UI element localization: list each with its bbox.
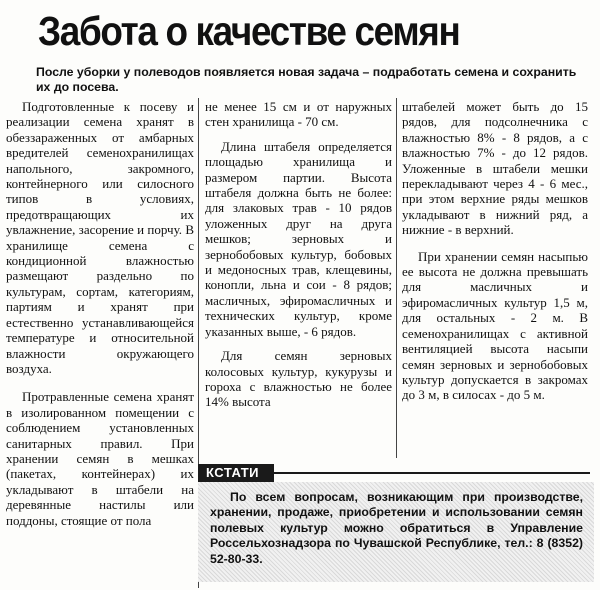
info-box-rule [274,472,590,474]
headline: Забота о качестве семян [38,8,460,54]
lead-paragraph: После уборки у полеводов появляется новая задача – подработать семена и сохранить их до посева. [36,65,577,94]
col2-paragraph-1: не менее 15 см и от наружных стен хранилища - 70 см. [205,99,392,130]
col1-paragraph-2: Протравленные семена хранят в изолированном помещении с соблюдением установленных санитарных правил. При хранении семян в мешках (пакетах, контейнерах) их укладывают в штабели на деревянные настилы или поддоны, стоящие от пола [6,389,194,528]
col3-paragraph-2: При хранении семян насыпью ее высота не должна превышать для масличных и эфиромасличных культур 1,5 м, для остальных - 2 м. В семенохранилищах с активной вентиляцией высота насыпи семян зерновых и зернобобовых культур допускается в закромах до 3 м, в силосах - до 5 м. [402,248,588,403]
info-box-tag: КСТАТИ [198,464,274,482]
col3-paragraph-1: штабелей может быть до 15 рядов, для подсолнечника с влажностью 8% - 8 рядов, а с влажностью 7% - до 12 рядов. Уложенные в штабели мешки перекладывают через 4 - 6 мес., при этом верхние ряды мешков укладывают в нижний ряд, а нижние - в верхний. [402,99,588,238]
column-divider-2 [396,98,397,458]
column-1 [6,99,194,528]
info-box-text: По всем вопросам, возникающим при производстве, хранении, продаже, приобретении и использовании семян полевых культур можно обратиться в Управление Россельхознадзора по Чувашской Республике, тел.: 8 (8352) 52-80-33. [210,490,583,566]
col2-paragraph-3: Для семян зерновых колосовых культур, кукурузы и гороха с влажностью не более 14% высота [205,348,392,410]
col1-paragraph-1: Подготовленные к посеву и реализации семена хранят в обеззараженных от амбарных вредителей семенохранилищах напольного, закромного, контейнерного или силосного типов в условиях, предотвращающих их увлажнение, засорение и порчу. В хранилище семена с кондиционной влажностью размещают раздельно по культурам, сортам, категориям, партиям и хранят при естественно устанавливающейся температуре и относительной влажности окружающего воздуха. [6,99,194,376]
column-3 [402,99,588,403]
info-box [198,464,594,584]
col2-paragraph-2: Длина штабеля определяется площадью хранилища и размером партии. Высота штабеля должна быть не более: для злаковых трав - 10 рядов уложенных друг на друга мешков; зерновых и зернобобовых культур, бобовых и медоносных трав, клещевины, конопли, льна и сои - 8 рядов; масличных, эфиромасличных и технических культур, кроме указанных выше, - 6 рядов. [205,138,392,339]
column-2 [205,99,392,410]
